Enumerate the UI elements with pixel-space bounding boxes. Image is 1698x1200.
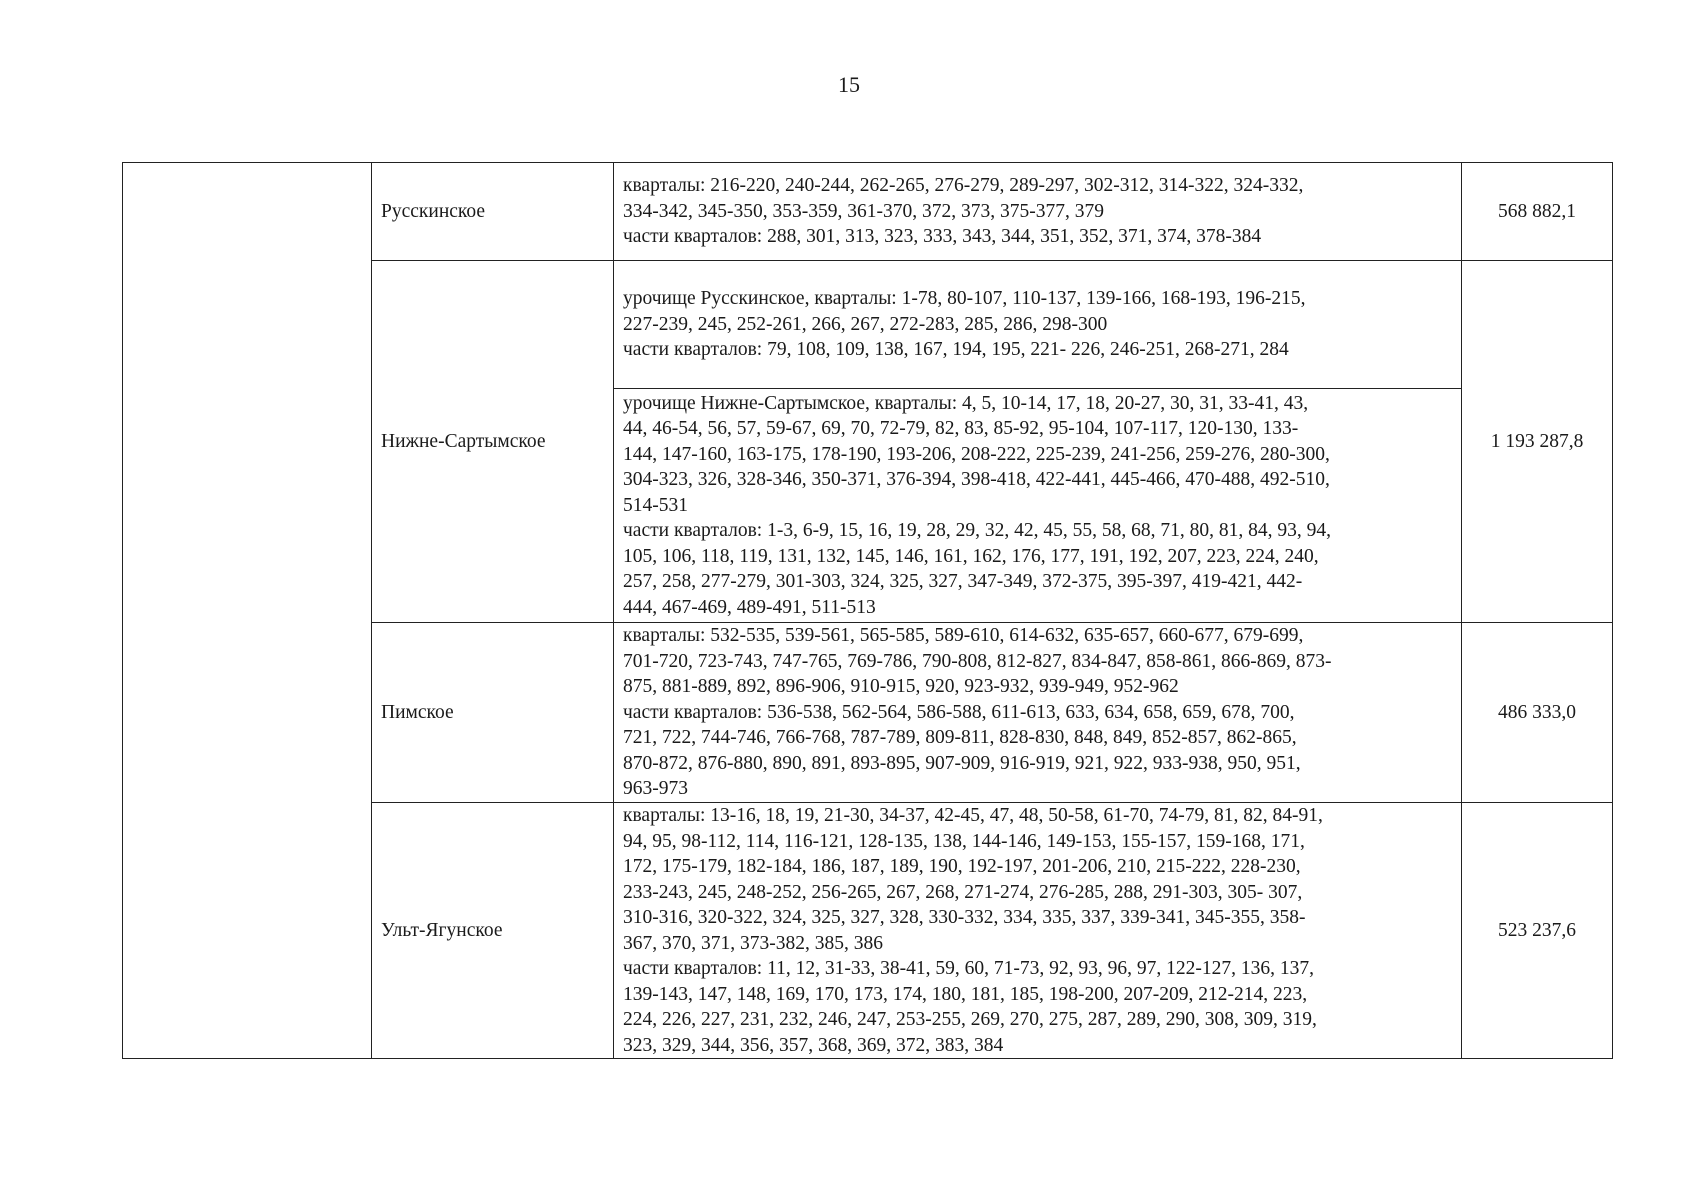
- text-line: 323, 329, 344, 356, 357, 368, 369, 372, 383, 384: [623, 1034, 1004, 1056]
- district-name: Пимское: [372, 623, 614, 803]
- area-value: 1 193 287,8: [1462, 261, 1613, 623]
- text-line: 144, 147-160, 163-175, 178-190, 193-206, 208-222, 225-239, 241-256, 259-276, 280-300,: [623, 443, 1330, 465]
- text-line: 514-531: [623, 494, 688, 516]
- quarters-description: [614, 163, 1462, 261]
- text-line: части кварталов: 79, 108, 109, 138, 167, 194, 195, 221- 226, 246-251, 268-271, 284: [623, 339, 1289, 361]
- empty-first-column: [123, 163, 372, 1059]
- page-number: 15: [838, 72, 860, 97]
- area-value: 486 333,0: [1462, 623, 1613, 803]
- text-line: 444, 467-469, 489-491, 511-513: [623, 596, 876, 618]
- text-line: 224, 226, 227, 231, 232, 246, 247, 253-255, 269, 270, 275, 287, 289, 290, 308, 309, 319,: [623, 1009, 1317, 1030]
- text-line: 870-872, 876-880, 890, 891, 893-895, 907-909, 916-919, 921, 922, 933-938, 950, 951,: [623, 752, 1301, 774]
- text-line: части кварталов: 1-3, 6-9, 15, 16, 19, 28, 29, 32, 42, 45, 55, 58, 68, 71, 80, 81, 84, 93, 94,: [623, 520, 1331, 542]
- district-name: Нижне-Сартымское: [372, 261, 614, 623]
- text-line: части кварталов: 536-538, 562-564, 586-588, 611-613, 633, 634, 658, 659, 678, 700,: [623, 701, 1295, 723]
- text-line: 227-239, 245, 252-261, 266, 267, 272-283, 285, 286, 298-300: [623, 313, 1108, 335]
- text-line: урочище Нижне-Сартымское, кварталы: 4, 5, 10-14, 17, 18, 20-27, 30, 31, 33-41, 43,: [623, 392, 1309, 414]
- district-name: Русскинское: [372, 163, 614, 261]
- text-line: кварталы: 532-535, 539-561, 565-585, 589-610, 614-632, 635-657, 660-677, 679-699,: [623, 625, 1304, 647]
- text-line: 875, 881-889, 892, 896-906, 910-915, 920, 923-932, 939-949, 952-962: [623, 676, 1179, 698]
- quarters-description: [614, 389, 1462, 623]
- text-line: 334-342, 345-350, 353-359, 361-370, 372, 373, 375-377, 379: [623, 200, 1104, 222]
- forest-districts-table: [122, 162, 1613, 1059]
- text-line: части кварталов: 288, 301, 313, 323, 333, 343, 344, 351, 352, 371, 374, 378-384: [623, 226, 1262, 248]
- text-line: 105, 106, 118, 119, 131, 132, 145, 146, 161, 162, 176, 177, 191, 192, 207, 223, 224, 240,: [623, 545, 1319, 567]
- text-line: 701-720, 723-743, 747-765, 769-786, 790-808, 812-827, 834-847, 858-861, 866-869, 873-: [623, 650, 1332, 672]
- text-line: 304-323, 326, 328-346, 350-371, 376-394, 398-418, 422-441, 445-466, 470-488, 492-510,: [623, 469, 1330, 491]
- text-line: кварталы: 13-16, 18, 19, 21-30, 34-37, 42-45, 47, 48, 50-58, 61-70, 74-79, 81, 82, 84-91,: [623, 805, 1323, 826]
- area-value: 523 237,6: [1462, 803, 1613, 1059]
- quarters-description: [614, 623, 1462, 803]
- text-line: части кварталов: 11, 12, 31-33, 38-41, 59, 60, 71-73, 92, 93, 96, 97, 122-127, 136, 137,: [623, 958, 1314, 979]
- quarters-description: [614, 261, 1462, 389]
- table-row-russkinskoe: [123, 163, 1613, 261]
- district-name: Ульт-Ягунское: [372, 803, 614, 1059]
- text-line: 310-316, 320-322, 324, 325, 327, 328, 330-332, 334, 335, 337, 339-341, 345-355, 358-: [623, 907, 1306, 928]
- text-line: 367, 370, 371, 373-382, 385, 386: [623, 932, 883, 954]
- area-value: 568 882,1: [1462, 163, 1613, 261]
- text-line: 233-243, 245, 248-252, 256-265, 267, 268, 271-274, 276-285, 288, 291-303, 305- 307,: [623, 881, 1303, 903]
- text-line: 139-143, 147, 148, 169, 170, 173, 174, 180, 181, 185, 198-200, 207-209, 212-214, 223,: [623, 983, 1308, 1005]
- quarters-description: [614, 803, 1462, 1059]
- text-line: урочище Русскинское, кварталы: 1-78, 80-107, 110-137, 139-166, 168-193, 196-215,: [623, 288, 1306, 310]
- text-line: 721, 722, 744-746, 766-768, 787-789, 809-811, 828-830, 848, 849, 852-857, 862-865,: [623, 727, 1297, 749]
- text-line: 963-973: [623, 778, 688, 800]
- text-line: 94, 95, 98-112, 114, 116-121, 128-135, 138, 144-146, 149-153, 155-157, 159-168, 171,: [623, 830, 1305, 852]
- text-line: 257, 258, 277-279, 301-303, 324, 325, 327, 347-349, 372-375, 395-397, 419-421, 442-: [623, 571, 1303, 593]
- text-line: кварталы: 216-220, 240-244, 262-265, 276-279, 289-297, 302-312, 314-322, 324-332,: [623, 175, 1304, 197]
- text-line: 44, 46-54, 56, 57, 59-67, 69, 70, 72-79, 82, 83, 85-92, 95-104, 107-117, 120-130, 133-: [623, 418, 1299, 440]
- text-line: 172, 175-179, 182-184, 186, 187, 189, 190, 192-197, 201-206, 210, 215-222, 228-230,: [623, 856, 1301, 877]
